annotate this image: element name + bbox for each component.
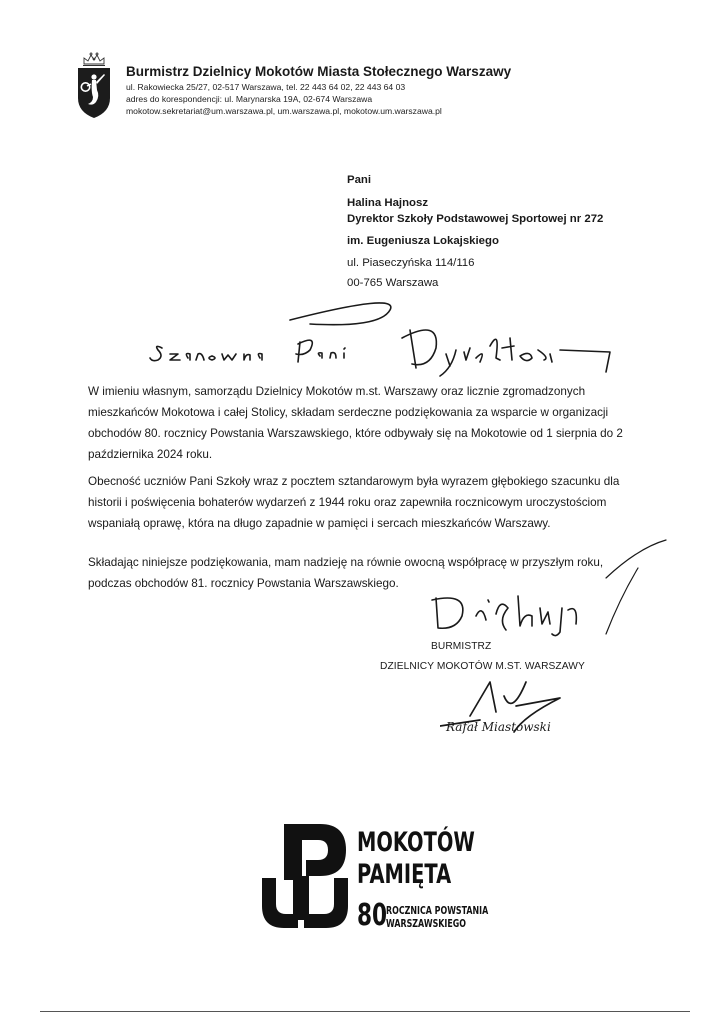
- kotwica-anchor-icon: [262, 820, 348, 930]
- logo-subtitle-2: WARSZAWSKIEGO: [386, 917, 466, 930]
- correspondence-address: adres do korespondencji: ul. Marynarska 19A, 02-674 Warszawa: [126, 94, 373, 104]
- letter-paragraph-2: Obecność uczniów Pani Szkoły wraz z pocztem sztandarowym była wyrazem głębokiego szacunku dla historii i poświęcenia bohaterów wydarzeń z 1944 roku oraz zapewniła rocznicowym uroczystościom wspaniałą oprawę, która na długo zapadnie w pamięci i sercach mieszkańców Warszawy.: [88, 475, 620, 530]
- recipient-position: Dyrektor Szkoły Podstawowej Sportowej nr 272: [347, 213, 604, 225]
- recipient-name: Halina Hajnosz: [347, 197, 429, 209]
- handwritten-greeting: [140, 298, 630, 378]
- logo-mokotow: MOKOTÓW: [357, 827, 475, 858]
- signatory-name: Rafał Miastowski: [446, 720, 551, 734]
- signatory-office: DZIELNICY MOKOTÓW M.ST. WARSZAWY: [380, 661, 585, 672]
- warsaw-coat-of-arms-icon: [74, 50, 114, 120]
- signatory-role: BURMISTRZ: [431, 641, 492, 652]
- recipient-school-patron: im. Eugeniusza Lokajskiego: [347, 235, 499, 247]
- contact-emails: mokotow.sekretariat@um.warszawa.pl, um.warszawa.pl, mokotow.um.warszawa.pl: [126, 106, 442, 116]
- recipient-street: ul. Piaseczyńska 114/116: [347, 257, 475, 269]
- issuer-address: ul. Rakowiecka 25/27, 02-517 Warszawa, tel. 22 443 64 02, 22 443 64 03: [126, 82, 406, 92]
- issuer-title: Burmistrz Dzielnicy Mokotów Miasta Stołecznego Warszawy: [126, 64, 512, 79]
- logo-subtitle-1: ROCZNICA POWSTANIA: [386, 904, 489, 917]
- letter-paragraph-1: W imieniu własnym, samorządu Dzielnicy Mokotów m.st. Warszawy oraz licznie zgromadzonych mieszkańców Mokotowa i całej Stolicy, składam serdeczne podziękowania za wsparcie w organizacji obchodów 80. rocznicy Powstania Warszawskiego, które odbywały się na Mokotowie od 1 sierpnia do 2 października 2024 roku.: [88, 385, 623, 461]
- recipient-salutation: Pani: [347, 174, 372, 186]
- handwritten-closing: [428, 538, 668, 648]
- footer-divider: [40, 1011, 690, 1012]
- recipient-city: 00-765 Warszawa: [347, 277, 439, 289]
- logo-pamieta: PAMIĘTA: [357, 859, 452, 890]
- logo-anniversary-number: 80: [357, 898, 388, 933]
- letter-paragraph-3: Składając niniejsze podziękowania, mam nadzieję na równie owocną współpracę w przyszłym roku, podczas obchodów 81. rocznicy Powstania Warszawskiego.: [88, 556, 604, 590]
